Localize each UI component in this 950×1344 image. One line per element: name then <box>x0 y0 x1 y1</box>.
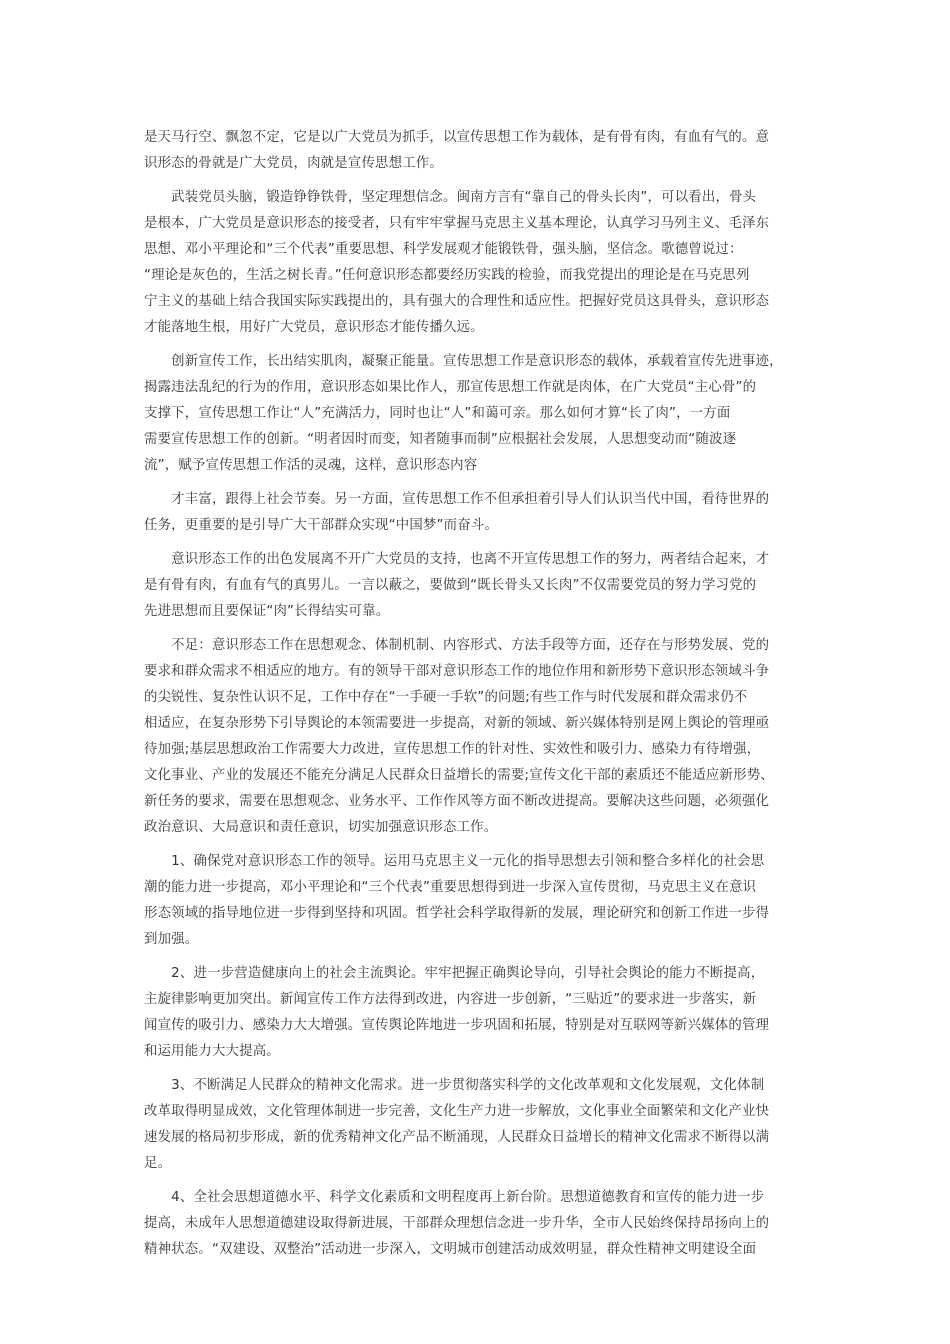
text-line: 4、全社会思想道德水平、科学文化素质和文明程度再上新台阶。思想道德教育和宣传的能力进一步 <box>144 1190 765 1205</box>
text-line: 精神状态。“双建设、双整治”活动进一步深入，文明城市创建活动成效明显，群众性精神文明建设全面 <box>144 1242 757 1257</box>
text-line: 待加强;基层思想政治工作需要大力改进，宣传思想工作的针对性、实效性和吸引力、感染力有待增强， <box>144 742 761 757</box>
text-line: 和运用能力大大提高。 <box>144 1044 280 1059</box>
text-line: 宁主义的基础上结合我国实际实践提出的，具有强大的合理性和适应性。把握好党员这具骨头，意识形态 <box>144 294 770 309</box>
document-body <box>144 125 816 1271</box>
text-line: 是根本，广大党员是意识形态的接受者，只有牢牢掌握马克思主义基本理论，认真学习马列主义、毛泽东 <box>144 216 770 231</box>
text-line: 才能落地生根，用好广大党员，意识形态才能传播久远。 <box>144 320 484 335</box>
text-line: 武装党员头脑，锻造铮铮铁骨，坚定理想信念。闽南方言有“靠自己的骨头长肉”，可以看出，骨头 <box>144 190 757 205</box>
text-line: 主旋律影响更加突出。新闻宣传工作方法得到改进，内容进一步创新，“三贴近”的要求进一步落实，新 <box>144 992 757 1007</box>
text-line: 是天马行空、飘忽不定，它是以广大党员为抓手，以宣传思想工作为载体，是有骨有肉，有血有气的。意 <box>144 130 770 145</box>
text-line: 任务，更重要的是引导广大干部群众实现“中国梦”而奋斗。 <box>144 518 499 533</box>
text-line: 形态领域的指导地位进一步得到坚持和巩固。哲学社会科学取得新的发展，理论研究和创新工作进一步得 <box>144 906 770 921</box>
text-line: 支撑下，宣传思想工作让“人”充满活力，同时也让“人”和蔼可亲。那么如何才算“长了肉”，一方面 <box>144 406 731 421</box>
paragraph <box>144 125 816 177</box>
text-line: 速发展的格局初步形成，新的优秀精神文化产品不断涌现，人民群众日益增长的精神文化需求不断得以满 <box>144 1130 770 1145</box>
text-line: 提高，未成年人思想道德建设取得新进展，干部群众理想信念进一步升华，全市人民始终保持昂扬向上的 <box>144 1216 770 1231</box>
text-line: 创新宣传工作，长出结实肌肉，凝聚正能量。宣传思想工作是意识形态的载体，承载着宣传先进事迹， <box>144 354 783 369</box>
text-line: 是有骨有肉，有血有气的真男儿。一言以蔽之，要做到“既长骨头又长肉”不仅需要党员的努力学习党的 <box>144 578 757 593</box>
text-line: 2、进一步营造健康向上的社会主流舆论。牢牢把握正确舆论导向，引导社会舆论的能力不断提高， <box>144 966 765 981</box>
paragraph <box>144 487 816 539</box>
paragraph <box>144 849 816 953</box>
text-line: “理论是灰色的，生活之树长青。”任何意识形态都要经历实践的检验，而我党提出的理论是在马克思列 <box>144 268 750 283</box>
text-line: 识形态的骨就是广大党员，肉就是宣传思想工作。 <box>144 156 443 171</box>
paragraph <box>144 185 816 341</box>
text-line: 需要宣传思想工作的创新。“明者因时而变，知者随事而制”应根据社会发展，人思想变动而“随波逐 <box>144 432 737 447</box>
text-line: 政治意识、大局意识和责任意识，切实加强意识形态工作。 <box>144 820 498 835</box>
paragraph <box>144 633 816 841</box>
text-line: 先进思想而且要保证“肉”长得结实可靠。 <box>144 604 390 619</box>
paragraph <box>144 1185 816 1263</box>
text-line: 到加强。 <box>144 932 199 947</box>
text-line: 意识形态工作的出色发展离不开广大党员的支持，也离不开宣传思想工作的努力，两者结合起来，才 <box>144 552 770 567</box>
text-line: 改革取得明显成效，文化管理体制进一步完善，文化生产力进一步解放，文化事业全面繁荣和文化产业快 <box>144 1104 770 1119</box>
text-line: 揭露违法乱纪的行为的作用，意识形态如果比作人，那宣传思想工作就是肉体，在广大党员“主心骨”的 <box>144 380 757 395</box>
text-line: 文化事业、产业的发展还不能充分满足人民群众日益增长的需要;宣传文化干部的素质还不能适应新形势、 <box>144 768 774 783</box>
paragraph <box>144 1073 816 1177</box>
text-line: 潮的能力进一步提高，邓小平理论和“三个代表”重要思想得到进一步深入宣传贯彻，马克思主义在意识 <box>144 880 757 895</box>
text-line: 1、确保党对意识形态工作的领导。运用马克思主义一元化的指导思想去引领和整合多样化的社会思 <box>144 854 765 869</box>
text-line: 不足：意识形态工作在思想观念、体制机制、内容形式、方法手段等方面，还存在与形势发展、党的 <box>144 638 770 653</box>
text-line: 闻宣传的吸引力、感染力大大增强。宣传舆论阵地进一步巩固和拓展，特别是对互联网等新兴媒体的管理 <box>144 1018 770 1033</box>
text-line: 足。 <box>144 1156 172 1171</box>
text-line: 新任务的要求，需要在思想观念、业务水平、工作作风等方面不断改进提高。要解决这些问题，必须强化 <box>144 794 770 809</box>
text-line: 流”，赋予宣传思想工作活的灵魂，这样，意识形态内容 <box>144 458 478 473</box>
text-line: 思想、邓小平理论和“三个代表”重要思想、科学发展观才能锻铁骨，强头脑，坚信念。歌德曾说过： <box>144 242 743 257</box>
text-line: 相适应，在复杂形势下引导舆论的本领需要进一步提高，对新的领域、新兴媒体特别是网上舆论的管理亟 <box>144 716 770 731</box>
text-line: 3、不断满足人民群众的精神文化需求。进一步贯彻落实科学的文化改革观和文化发展观，文化体制 <box>144 1078 765 1093</box>
text-line: 才丰富，跟得上社会节奏。另一方面，宣传思想工作不但承担着引导人们认识当代中国，看待世界的 <box>144 492 770 507</box>
text-line: 的尖锐性、复杂性认识不足，工作中存在“一手硬一手软”的问题;有些工作与时代发展和群众需求仍不 <box>144 690 748 705</box>
text-line: 要求和群众需求不相适应的地方。有的领导干部对意识形态工作的地位作用和新形势下意识形态领域斗争 <box>144 664 770 679</box>
paragraph <box>144 547 816 625</box>
paragraph <box>144 961 816 1065</box>
paragraph <box>144 349 816 479</box>
